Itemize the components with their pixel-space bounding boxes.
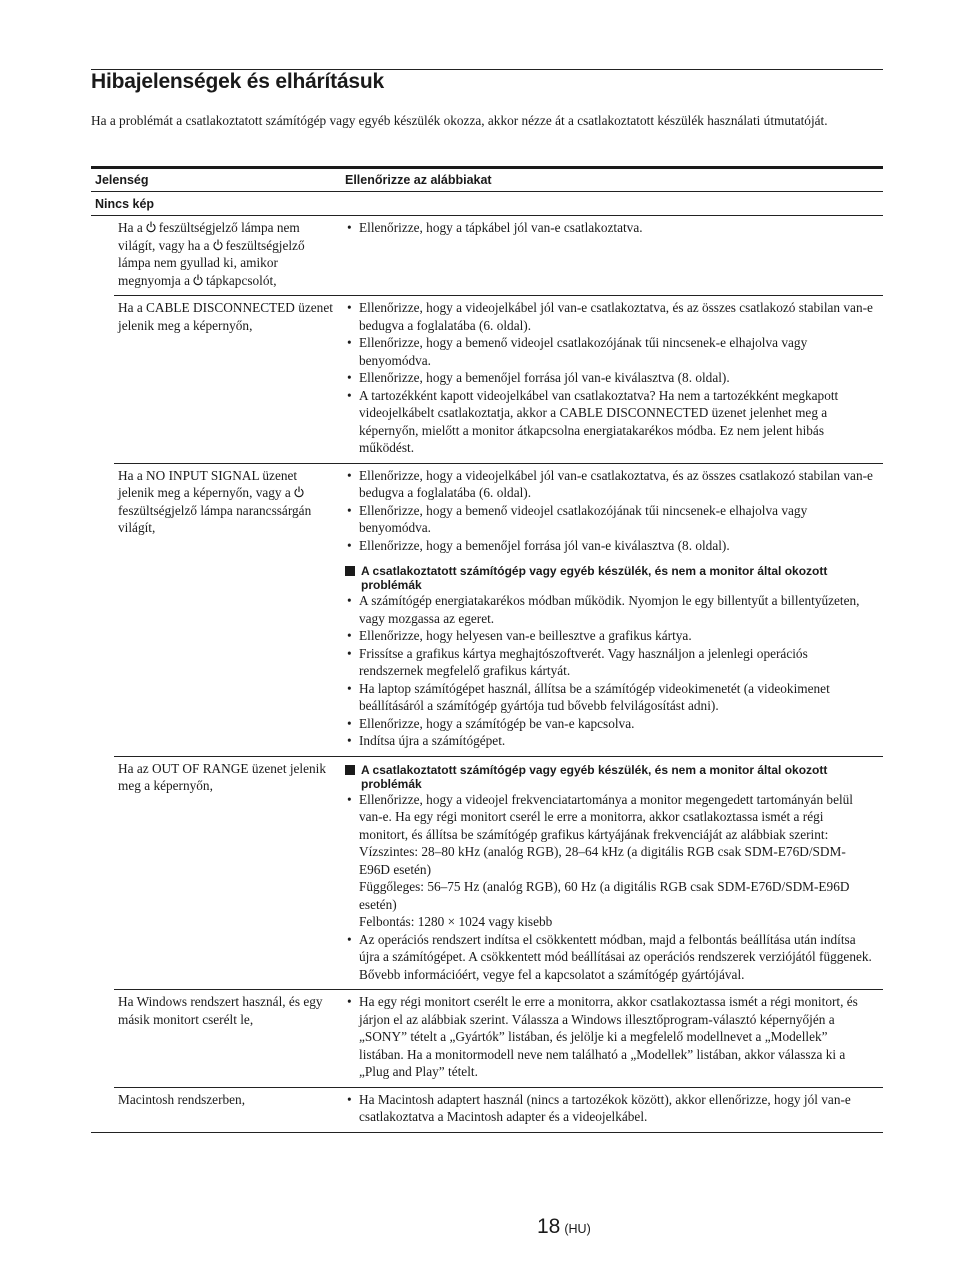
table-row — [114, 464, 883, 757]
square-bullet-icon — [345, 765, 355, 775]
page-number — [537, 1215, 591, 1239]
symptom-cell: Ha az OUT OF RANGE üzenet jelenik meg a képernyőn, — [118, 760, 327, 793]
symptom-text: tápkapcsolót, — [206, 272, 277, 288]
list-item: • Frissítse a grafikus kártya meghajtószoftverét. Vagy használjon a jelenlegi operációs rendszernek megfelelő grafikus kártyát. — [345, 645, 875, 680]
list-item: • Ellenőrizze, hogy helyesen van-e beillesztve a grafikus kártya. — [345, 627, 875, 645]
power-icon — [294, 486, 304, 498]
list-item-text: Ellenőrizze, hogy a videojel frekvenciatartománya a monitor megengedett tartományán belül van-e. Ha egy régi monitort cserél le erre a monitorra, akkor csatlakoztassa ismét a régi monitort, és állítsa be számítógép grafikus kártyájának frekvenciáját az alábbiak szerint: — [359, 791, 854, 842]
list-item: • Indítsa újra a számítógépet. — [345, 732, 875, 750]
freq-resolution: Felbontás: 1280 × 1024 vagy kisebb — [359, 914, 553, 929]
freq-horizontal: Vízszintes: 28–80 kHz (analóg RGB), 28–64 kHz (a digitális RGB csak SDM-E76D/SDM-E96D esetén) — [359, 844, 846, 877]
list-item: • Ellenőrizze, hogy a bemenőjel forrása jól van-e kiválasztva (8. oldal). — [345, 369, 875, 387]
intro-paragraph: Ha a problémát a csatlakoztatott számítógép vagy egyéb készülék okozza, akkor nézze át a csatlakoztatott készülék használati útmutatóját. — [91, 113, 828, 128]
list-item: • Ellenőrizze, hogy a videojelkábel jól van-e csatlakoztatva, és az összes csatlakozó stabilan van-e bedugva a foglalatába (6. oldal). — [345, 467, 875, 502]
check-cell — [341, 216, 883, 295]
table-row — [114, 216, 883, 296]
list-item — [345, 791, 875, 931]
page-language: (HU) — [564, 1222, 591, 1236]
troubleshooting-table — [91, 166, 883, 1133]
power-icon — [193, 274, 203, 286]
header-symptom: Jelenség — [95, 173, 149, 187]
table-header — [91, 169, 883, 192]
subsection-heading-text: A csatlakoztatott számítógép vagy egyéb készülék, és nem a monitor által okozott problémák — [361, 762, 828, 791]
check-cell — [341, 296, 883, 463]
symptom-cell: Ha a CABLE DISCONNECTED üzenet jelenik meg a képernyőn, — [118, 300, 333, 333]
symptom-text: feszültségjelző lámpa nem világít, vagy ha a — [118, 220, 300, 253]
list-item: • Ellenőrizze, hogy a számítógép be van-e kapcsolva. — [345, 715, 875, 733]
list-item: • Ha laptop számítógépet használ, állítsa be a számítógép videokimenetét (a videokimenet beállításáról a számítógép gyártója tud bővebb felvilágosítást adni). — [345, 680, 875, 715]
page-title: Hibajelenségek és elhárításuk — [91, 70, 385, 93]
list-item: • Ellenőrizze, hogy a bemenőjel forrása jól van-e kiválasztva (8. oldal). — [345, 537, 875, 555]
group-no-picture: Nincs kép — [91, 192, 883, 216]
symptom-text: feszültségjelző lámpa narancssárgán világít, — [118, 502, 312, 535]
symptom-cell — [114, 216, 341, 295]
symptom-cell: Ha Windows rendszert használ, és egy másik monitort cserélt le, — [118, 994, 323, 1027]
table-row — [114, 296, 883, 464]
list-item: • Az operációs rendszert indítsa el csökkentett módban, majd a felbontás beállítása után indítsa újra a számítógépet. A csökkentett mód beállításai az operációs rendszerek verziójától függenek. Bővebb információért, vegye fel a kapcsolatot a számítógép gyártójával. — [345, 931, 875, 984]
freq-vertical: Függőleges: 56–75 Hz (analóg RGB), 60 Hz (a digitális RGB csak SDM-E76D/SDM-E96D esetén) — [359, 879, 850, 912]
symptom-cell — [114, 464, 341, 756]
subsection-heading — [345, 564, 875, 592]
list-item: • Ha egy régi monitort cserélt le erre a monitorra, akkor csatlakoztassa ismét a régi monitort, és járjon el az alábbiak szerint. Válassza a Windows illesztőprogram-választó képernyőjén a „SONY” tételt a „Gyártók” listában, és jelölje ki a megfelelő modellnevet a „Modellek” listában. Ha a monitormodell neve nem található a „Modellek” listában, akkor válassza ki a „Plug and Play” tételt. — [345, 993, 875, 1081]
list-item: • Ha Macintosh adaptert használ (nincs a tartozékok között), akkor ellenőrizze, hogy jól van-e csatlakoztatva a Macintosh adapter és a videojelkábel. — [345, 1091, 875, 1126]
table-row — [91, 1088, 883, 1133]
list-item: • Ellenőrizze, hogy a bemenő videojel csatlakozójának tűi nincsenek-e elhajolva vagy benyomódva. — [345, 502, 875, 537]
list-item: • Ellenőrizze, hogy a bemenő videojel csatlakozójának tűi nincsenek-e elhajolva vagy benyomódva. — [345, 334, 875, 369]
symptom-text: Ha a — [118, 220, 143, 235]
list-item: • Ellenőrizze, hogy a videojelkábel jól van-e csatlakoztatva, és az összes csatlakozó stabilan van-e bedugva a foglalatába (6. oldal). — [345, 299, 875, 334]
check-cell — [341, 990, 883, 1087]
subsection-heading — [345, 763, 875, 791]
list-item: • A számítógép energiatakarékos módban működik. Nyomjon le egy billentyűt a billentyűzeten, vagy mozgassa az egeret. — [345, 592, 875, 627]
table-row — [114, 757, 883, 991]
check-cell — [341, 464, 883, 756]
check-cell — [341, 757, 883, 990]
page-number-value: 18 — [537, 1215, 561, 1238]
table-row — [114, 990, 883, 1088]
power-icon — [146, 221, 156, 233]
square-bullet-icon — [345, 566, 355, 576]
symptom-cell: Macintosh rendszerben, — [118, 1091, 246, 1107]
symptom-text: feszültségjelző lámpa nem gyullad ki, amikor megnyomja a — [118, 237, 305, 288]
symptom-text: Ha a NO INPUT SIGNAL üzenet jelenik meg a képernyőn, vagy a — [118, 467, 298, 500]
list-item: • A tartozékként kapott videojelkábel van csatlakoztatva? Ha nem a tartozékként megkapott videojelkábelt csatlakoztatja, akkor a CABLE DISCONNECTED üzenet jelenhet meg a képernyőn, mielőtt a monitor átkapcsolna energiatakarékos módba. Ez nem jelent hibás működést. — [345, 387, 875, 457]
power-icon — [213, 239, 223, 251]
header-check: Ellenőrizze az alábbiakat — [345, 173, 492, 187]
list-item: • Ellenőrizze, hogy a tápkábel jól van-e csatlakoztatva. — [345, 219, 875, 237]
subsection-heading-text: A csatlakoztatott számítógép vagy egyéb készülék, és nem a monitor által okozott problémák — [361, 564, 828, 592]
check-cell — [341, 1088, 883, 1132]
